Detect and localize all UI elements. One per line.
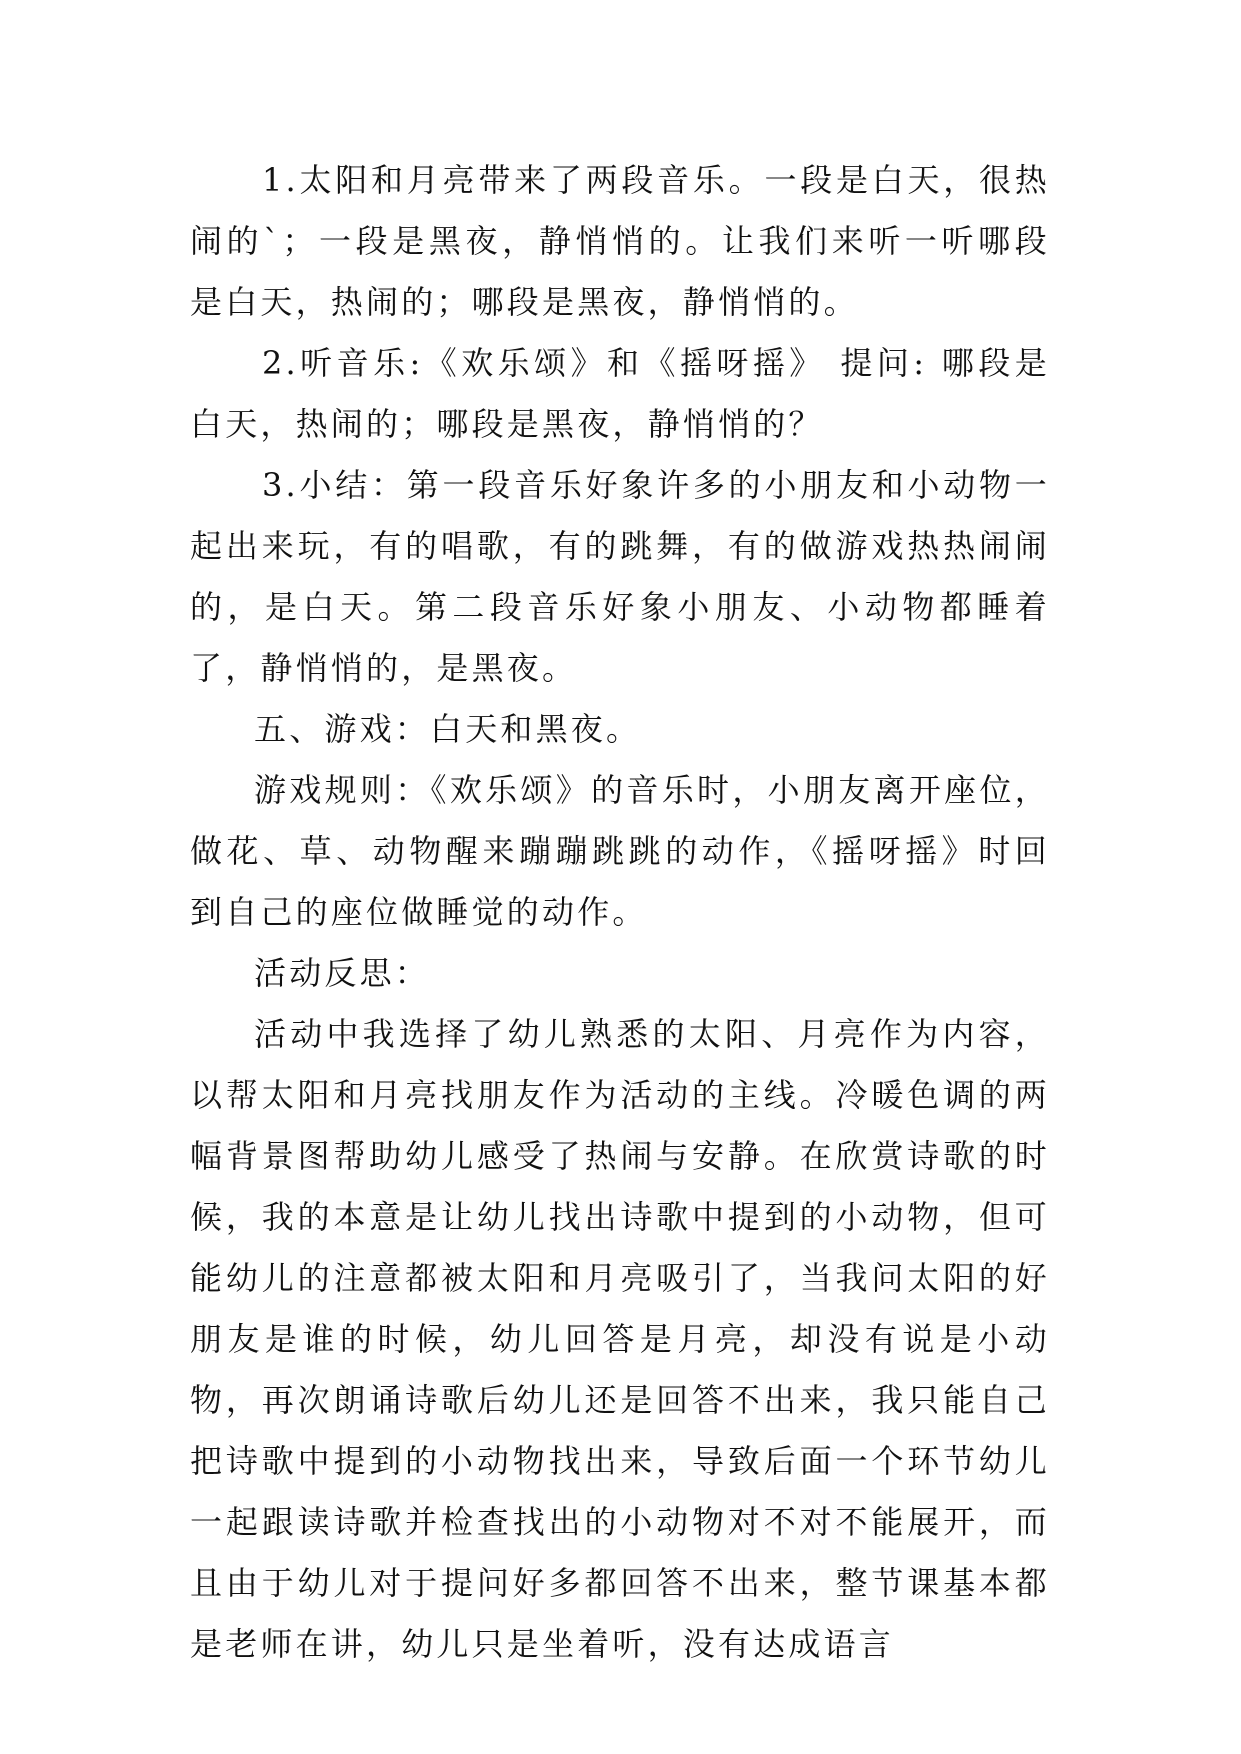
- paragraph-reflection: 活动中我选择了幼儿熟悉的太阳、月亮作为内容，以帮太阳和月亮找朋友作为活动的主线。冷暖色调的两幅背景图帮助幼儿感受了热闹与安静。在欣赏诗歌的时候，我的本意是让幼儿找出诗歌中提到的小动物，但可能幼儿的注意都被太阳和月亮吸引了，当我问太阳的好朋友是谁的时候，幼儿回答是月亮，却没有说是小动物，再次朗诵诗歌后幼儿还是回答不出来，我只能自己把诗歌中提到的小动物找出来，导致后面一个环节幼儿一起跟读诗歌并检查找出的小动物对不对不能展开，而且由于幼儿对于提问好多都回答不出来，整节课基本都是老师在讲，幼儿只是坐着听，没有达成语言: [190, 1015, 1050, 1663]
- document-page: [190, 150, 1050, 1675]
- paragraph-step-2: 2.听音乐:《欢乐颂》和《摇呀摇》 提问: 哪段是白天，热闹的；哪段是黑夜，静悄悄的？: [190, 344, 1050, 443]
- paragraph-step-3: 3.小结：第一段音乐好象许多的小朋友和小动物一起出来玩，有的唱歌，有的跳舞，有的做游戏热热闹闹的，是白天。第二段音乐好象小朋友、小动物都睡着了，静悄悄的，是黑夜。: [190, 466, 1050, 687]
- paragraph-game-rules: 游戏规则：《欢乐颂》的音乐时，小朋友离开座位，做花、草、动物醒来蹦蹦跳跳的动作，《摇呀摇》时回到自己的座位做睡觉的动作。: [190, 771, 1050, 931]
- section-heading-game: 五、游戏：白天和黑夜。: [254, 710, 642, 748]
- section-heading-reflection: 活动反思：: [254, 954, 431, 992]
- paragraph-step-1: 1.太阳和月亮带来了两段音乐。一段是白天，很热闹的`；一段是黑夜，静悄悄的。让我们来听一听哪段是白天，热闹的；哪段是黑夜，静悄悄的。: [190, 161, 1050, 321]
